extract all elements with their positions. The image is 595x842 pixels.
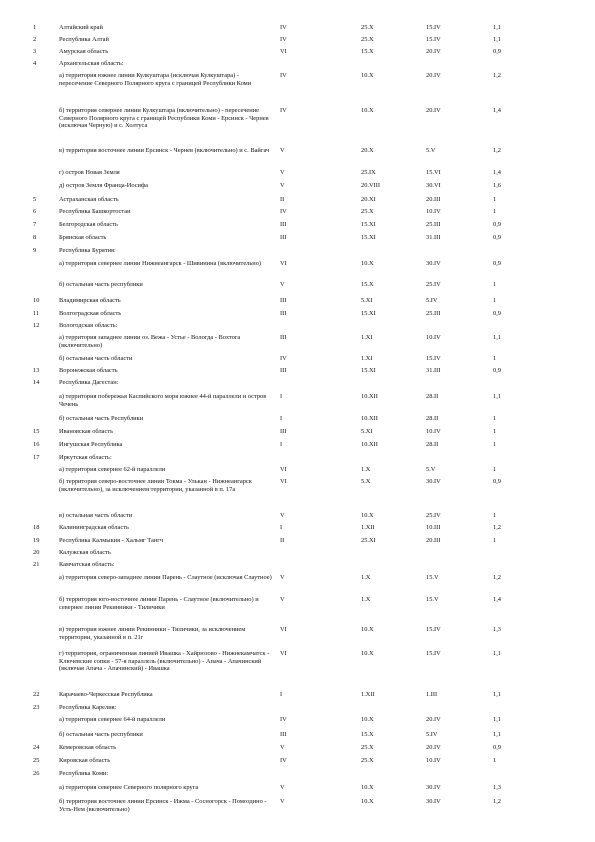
cell-coef: 1,1 bbox=[493, 731, 501, 738]
cell-name: Ивановская область bbox=[59, 428, 114, 435]
cell-start: 20.XI bbox=[361, 196, 376, 203]
cell-num: 8 bbox=[33, 234, 37, 241]
cell-end: 10.III bbox=[426, 524, 441, 531]
cell-start: 15.XI bbox=[361, 221, 376, 228]
cell-coef: 1 bbox=[493, 512, 497, 519]
cell-name: Камчатская область: bbox=[59, 561, 115, 568]
cell-end: 20.IV bbox=[426, 744, 441, 751]
cell-num: 4 bbox=[33, 60, 37, 67]
cell-coef: 1,2 bbox=[493, 524, 501, 531]
cell-name: а) территория севернее 64-й параллели bbox=[59, 716, 166, 723]
cell-coef: 1,4 bbox=[493, 107, 501, 114]
cell-coef: 1 bbox=[493, 466, 497, 473]
cell-name: Алтайский край bbox=[59, 24, 103, 31]
cell-name: Белгородская область bbox=[59, 221, 118, 228]
cell-zone: IV bbox=[280, 36, 287, 43]
cell-zone: III bbox=[280, 310, 287, 317]
cell-coef: 1 bbox=[493, 428, 497, 435]
cell-name: Архангельская область: bbox=[59, 60, 124, 67]
cell-end: 20.III bbox=[426, 196, 441, 203]
cell-start: 25.X bbox=[361, 24, 374, 31]
cell-start: 15.X bbox=[361, 731, 374, 738]
cell-start: 1.X bbox=[361, 466, 371, 473]
cell-zone: VI bbox=[280, 478, 287, 485]
cell-zone: V bbox=[280, 596, 285, 603]
cell-coef: 0,9 bbox=[493, 478, 501, 485]
cell-end: 10.IV bbox=[426, 757, 441, 764]
cell-name: а) территория северо-западнее линии Парень - Слаутное (исключая Слаутное) bbox=[59, 574, 272, 581]
cell-end: 15.VI bbox=[426, 169, 441, 176]
cell-name: Калининградская область bbox=[59, 524, 129, 531]
cell-name: Республика Калмыкия - Хальмг Тангч bbox=[59, 537, 164, 544]
cell-start: 25.XI bbox=[361, 537, 376, 544]
cell-coef: 1,6 bbox=[493, 182, 501, 189]
cell-name: Брянская область bbox=[59, 234, 107, 241]
cell-start: 10.XII bbox=[361, 415, 378, 422]
cell-name: Республика Бурятия: bbox=[59, 247, 116, 254]
cell-zone: I bbox=[280, 393, 283, 400]
cell-end: 28.II bbox=[426, 393, 439, 400]
cell-num: 20 bbox=[33, 549, 40, 556]
cell-num: 18 bbox=[33, 524, 40, 531]
cell-start: 25.X bbox=[361, 36, 374, 43]
cell-name: Владимирская область bbox=[59, 297, 121, 304]
cell-num: 3 bbox=[33, 48, 37, 55]
cell-zone: V bbox=[280, 182, 285, 189]
cell-name: Калужская область bbox=[59, 549, 111, 556]
cell-end: 25.IV bbox=[426, 281, 441, 288]
cell-end: 30.IV bbox=[426, 798, 441, 805]
cell-start: 10.X bbox=[361, 784, 374, 791]
cell-start: 25.X bbox=[361, 744, 374, 751]
cell-coef: 1,1 bbox=[493, 691, 501, 698]
cell-start: 25.IX bbox=[361, 169, 376, 176]
cell-coef: 1,1 bbox=[493, 334, 501, 341]
cell-coef: 1 bbox=[493, 208, 497, 215]
cell-zone: IV bbox=[280, 72, 287, 79]
cell-name: а) территория побережья Каспийского моря южнее 44-й параллели и остров Чечень bbox=[59, 393, 267, 408]
cell-name: Вологодская область: bbox=[59, 322, 118, 329]
cell-end: 20.IV bbox=[426, 107, 441, 114]
cell-zone: VI bbox=[280, 48, 287, 55]
cell-coef: 1,2 bbox=[493, 798, 501, 805]
cell-start: 5.XI bbox=[361, 428, 373, 435]
cell-name: а) территория севернее Северного полярного круга bbox=[59, 784, 199, 791]
cell-zone: III bbox=[280, 367, 287, 374]
cell-start: 10.XII bbox=[361, 441, 378, 448]
cell-num: 2 bbox=[33, 36, 37, 43]
cell-name: Республика Башкортостан bbox=[59, 208, 131, 215]
cell-end: 25.IV bbox=[426, 512, 441, 519]
cell-coef: 1,1 bbox=[493, 24, 501, 31]
cell-end: 1.III bbox=[426, 691, 438, 698]
cell-zone: IV bbox=[280, 24, 287, 31]
cell-end: 15.IV bbox=[426, 626, 441, 633]
cell-name: б) территория северо-восточнее линии Токма - Улькан - Нижнеангарск (включительно), за исключением территории, указанной в п. 17а bbox=[59, 478, 252, 493]
cell-num: 15 bbox=[33, 428, 40, 435]
cell-coef: 1 bbox=[493, 281, 497, 288]
cell-coef: 0,9 bbox=[493, 221, 501, 228]
cell-name: Кемеровская область bbox=[59, 744, 117, 751]
cell-end: 20.IV bbox=[426, 716, 441, 723]
cell-num: 7 bbox=[33, 221, 37, 228]
cell-start: 5.X bbox=[361, 478, 371, 485]
cell-name: Республика Карелия: bbox=[59, 704, 117, 711]
cell-num: 11 bbox=[33, 310, 40, 317]
cell-zone: IV bbox=[280, 208, 287, 215]
cell-coef: 0,9 bbox=[493, 260, 501, 267]
cell-coef: 1,2 bbox=[493, 574, 501, 581]
cell-zone: V bbox=[280, 169, 285, 176]
cell-end: 30.IV bbox=[426, 260, 441, 267]
cell-zone: I bbox=[280, 415, 283, 422]
cell-end: 28.II bbox=[426, 441, 439, 448]
cell-end: 30.VI bbox=[426, 182, 441, 189]
cell-end: 28.II bbox=[426, 415, 439, 422]
cell-end: 5.IV bbox=[426, 731, 438, 738]
cell-name: Кировская область bbox=[59, 757, 111, 764]
cell-name: в) территория южнее линии Рекинники - Тиличики, за исключением территории, указанной в п. 21г bbox=[59, 626, 246, 641]
cell-name: Республика Дагестан: bbox=[59, 379, 119, 386]
cell-coef: 1,1 bbox=[493, 393, 501, 400]
cell-start: 10.X bbox=[361, 260, 374, 267]
cell-zone: VI bbox=[280, 626, 287, 633]
cell-name: а) территория западнее линии оз. Вежа - Устье - Вологда - Вохтога (включительно) bbox=[59, 334, 241, 349]
cell-end: 10.IV bbox=[426, 334, 441, 341]
cell-zone: V bbox=[280, 784, 285, 791]
cell-name: б) территория севернее линии Кулкуштара (включительно) - пересечение Северного Полярного круга с границей Республики Коми - Ерсинск - Чернев (исключая Черную) и с. Холтуса bbox=[59, 107, 269, 130]
cell-num: 22 bbox=[33, 691, 40, 698]
cell-coef: 1 bbox=[493, 355, 497, 362]
cell-coef: 1,1 bbox=[493, 36, 501, 43]
cell-coef: 1 bbox=[493, 415, 497, 422]
cell-coef: 0,9 bbox=[493, 744, 501, 751]
cell-coef: 0,9 bbox=[493, 234, 501, 241]
cell-zone: III bbox=[280, 297, 287, 304]
cell-name: Амурская область bbox=[59, 48, 109, 55]
cell-start: 15.XI bbox=[361, 367, 376, 374]
cell-num: 21 bbox=[33, 561, 40, 568]
cell-start: 10.X bbox=[361, 798, 374, 805]
cell-name: Воронежская область bbox=[59, 367, 118, 374]
cell-zone: IV bbox=[280, 757, 287, 764]
cell-end: 15.IV bbox=[426, 650, 441, 657]
cell-coef: 1 bbox=[493, 757, 497, 764]
cell-name: Ингушская Республика bbox=[59, 441, 123, 448]
cell-end: 15.V bbox=[426, 574, 439, 581]
cell-coef: 1,4 bbox=[493, 169, 501, 176]
cell-start: 1.XI bbox=[361, 355, 373, 362]
cell-start: 10.X bbox=[361, 107, 374, 114]
cell-end: 10.IV bbox=[426, 428, 441, 435]
cell-start: 15.X bbox=[361, 48, 374, 55]
cell-name: б) остальная часть Республики bbox=[59, 415, 144, 422]
cell-coef: 0,9 bbox=[493, 367, 501, 374]
cell-coef: 1,2 bbox=[493, 72, 501, 79]
cell-start: 25.X bbox=[361, 208, 374, 215]
cell-zone: IV bbox=[280, 107, 287, 114]
cell-start: 1.X bbox=[361, 574, 371, 581]
cell-end: 15.IV bbox=[426, 355, 441, 362]
cell-coef: 1,4 bbox=[493, 596, 501, 603]
cell-zone: V bbox=[280, 574, 285, 581]
cell-num: 19 bbox=[33, 537, 40, 544]
cell-start: 1.X bbox=[361, 596, 371, 603]
cell-name: г) остров Новая Земля bbox=[59, 169, 120, 176]
cell-zone: V bbox=[280, 281, 285, 288]
cell-zone: III bbox=[280, 731, 287, 738]
cell-zone: I bbox=[280, 691, 283, 698]
cell-zone: II bbox=[280, 537, 285, 544]
cell-name: Астраханская область bbox=[59, 196, 119, 203]
cell-start: 10.X bbox=[361, 512, 374, 519]
cell-coef: 1 bbox=[493, 441, 497, 448]
cell-name: а) территория севернее 62-й параллели bbox=[59, 466, 166, 473]
cell-end: 30.IV bbox=[426, 784, 441, 791]
cell-end: 20.IV bbox=[426, 48, 441, 55]
cell-zone: V bbox=[280, 798, 285, 805]
cell-end: 20.IV bbox=[426, 72, 441, 79]
cell-num: 25 bbox=[33, 757, 40, 764]
cell-name: в) остальная часть области bbox=[59, 512, 133, 519]
cell-zone: V bbox=[280, 512, 285, 519]
cell-name: г) территория, ограниченная линией Ивашка - Хайрюзово - Нижнекамчатск - Ключевские сопки - 57-я параллель (включительно) - Апача - Апачинский (включая Апача - Апачинский) - Ивашка bbox=[59, 650, 270, 673]
cell-coef: 0,9 bbox=[493, 48, 501, 55]
cell-end: 5.V bbox=[426, 147, 436, 154]
cell-zone: VI bbox=[280, 650, 287, 657]
cell-coef: 1,3 bbox=[493, 784, 501, 791]
cell-zone: II bbox=[280, 196, 285, 203]
cell-num: 23 bbox=[33, 704, 40, 711]
cell-name: б) остальная часть республики bbox=[59, 281, 143, 288]
cell-name: Иркутская область: bbox=[59, 454, 112, 461]
cell-num: 13 bbox=[33, 367, 40, 374]
cell-start: 10.X bbox=[361, 650, 374, 657]
cell-zone: III bbox=[280, 428, 287, 435]
cell-name: б) остальная часть республики bbox=[59, 731, 143, 738]
cell-coef: 1,2 bbox=[493, 147, 501, 154]
cell-coef: 0,9 bbox=[493, 310, 501, 317]
cell-start: 15.XI bbox=[361, 310, 376, 317]
cell-start: 10.X bbox=[361, 72, 374, 79]
cell-end: 15.V bbox=[426, 596, 439, 603]
cell-zone: III bbox=[280, 334, 287, 341]
cell-start: 1.XII bbox=[361, 524, 375, 531]
cell-coef: 1 bbox=[493, 297, 497, 304]
cell-zone: VI bbox=[280, 260, 287, 267]
cell-name: д) остров Земля Франца-Иосифа bbox=[59, 182, 148, 189]
cell-name: Республика Алтай bbox=[59, 36, 109, 43]
cell-start: 1.XII bbox=[361, 691, 375, 698]
cell-zone: IV bbox=[280, 355, 287, 362]
cell-num: 14 bbox=[33, 379, 40, 386]
cell-num: 24 bbox=[33, 744, 40, 751]
cell-zone: I bbox=[280, 524, 283, 531]
cell-num: 5 bbox=[33, 196, 37, 203]
cell-coef: 1,1 bbox=[493, 650, 501, 657]
cell-end: 31.III bbox=[426, 234, 441, 241]
cell-coef: 1,1 bbox=[493, 716, 501, 723]
cell-start: 20.VIII bbox=[361, 182, 380, 189]
cell-start: 5.XI bbox=[361, 297, 373, 304]
cell-num: 9 bbox=[33, 247, 37, 254]
cell-zone: V bbox=[280, 147, 285, 154]
cell-zone: I bbox=[280, 441, 283, 448]
cell-zone: III bbox=[280, 234, 287, 241]
cell-num: 26 bbox=[33, 770, 40, 777]
cell-end: 10.IV bbox=[426, 208, 441, 215]
cell-name: а) территория южнее линии Кулкуштара (исключая Кулкуштара) - пересечение Северного Полярного круга с границей Республики Коми bbox=[59, 72, 252, 87]
cell-end: 25.III bbox=[426, 221, 441, 228]
cell-end: 30.IV bbox=[426, 478, 441, 485]
cell-start: 20.X bbox=[361, 147, 374, 154]
cell-zone: VI bbox=[280, 466, 287, 473]
cell-name: б) территория восточнее линии Ерсинск - Ижма - Сосногорск - Помоздино - Усть-Нем (включительно) bbox=[59, 798, 267, 813]
cell-name: а) территория севернее линии Нижнеангарск - Шивинина (включительно) bbox=[59, 260, 262, 267]
cell-start: 25.X bbox=[361, 757, 374, 764]
cell-zone: IV bbox=[280, 716, 287, 723]
cell-start: 10.XII bbox=[361, 393, 378, 400]
cell-name: Республика Коми: bbox=[59, 770, 109, 777]
cell-end: 15.IV bbox=[426, 36, 441, 43]
cell-end: 5.V bbox=[426, 466, 436, 473]
cell-coef: 1,3 bbox=[493, 626, 501, 633]
cell-end: 20.III bbox=[426, 537, 441, 544]
cell-name: в) территория восточнее линии Ерсинск - Чернев (включительно) и с. Вайгач bbox=[59, 147, 270, 154]
cell-num: 16 bbox=[33, 441, 40, 448]
cell-start: 1.XI bbox=[361, 334, 373, 341]
cell-num: 17 bbox=[33, 454, 40, 461]
cell-end: 31.III bbox=[426, 367, 441, 374]
cell-zone: III bbox=[280, 221, 287, 228]
cell-coef: 1 bbox=[493, 196, 497, 203]
cell-num: 6 bbox=[33, 208, 37, 215]
cell-num: 12 bbox=[33, 322, 40, 329]
cell-name: б) территория юго-восточнее линии Парень - Слаутное (включительно) и севернее линии Рекинники - Тиличики bbox=[59, 596, 259, 611]
cell-end: 15.IV bbox=[426, 24, 441, 31]
cell-start: 15.X bbox=[361, 281, 374, 288]
cell-num: 1 bbox=[33, 24, 37, 31]
cell-end: 25.III bbox=[426, 310, 441, 317]
cell-start: 15.XI bbox=[361, 234, 376, 241]
cell-num: 10 bbox=[33, 297, 40, 304]
cell-name: б) остальная часть области bbox=[59, 355, 133, 362]
cell-end: 5.IV bbox=[426, 297, 438, 304]
cell-name: Карачаево-Черкесская Республика bbox=[59, 691, 153, 698]
cell-coef: 1 bbox=[493, 537, 497, 544]
cell-start: 10.X bbox=[361, 626, 374, 633]
cell-start: 10.X bbox=[361, 716, 374, 723]
cell-name: Волгоградская область bbox=[59, 310, 122, 317]
cell-zone: V bbox=[280, 744, 285, 751]
